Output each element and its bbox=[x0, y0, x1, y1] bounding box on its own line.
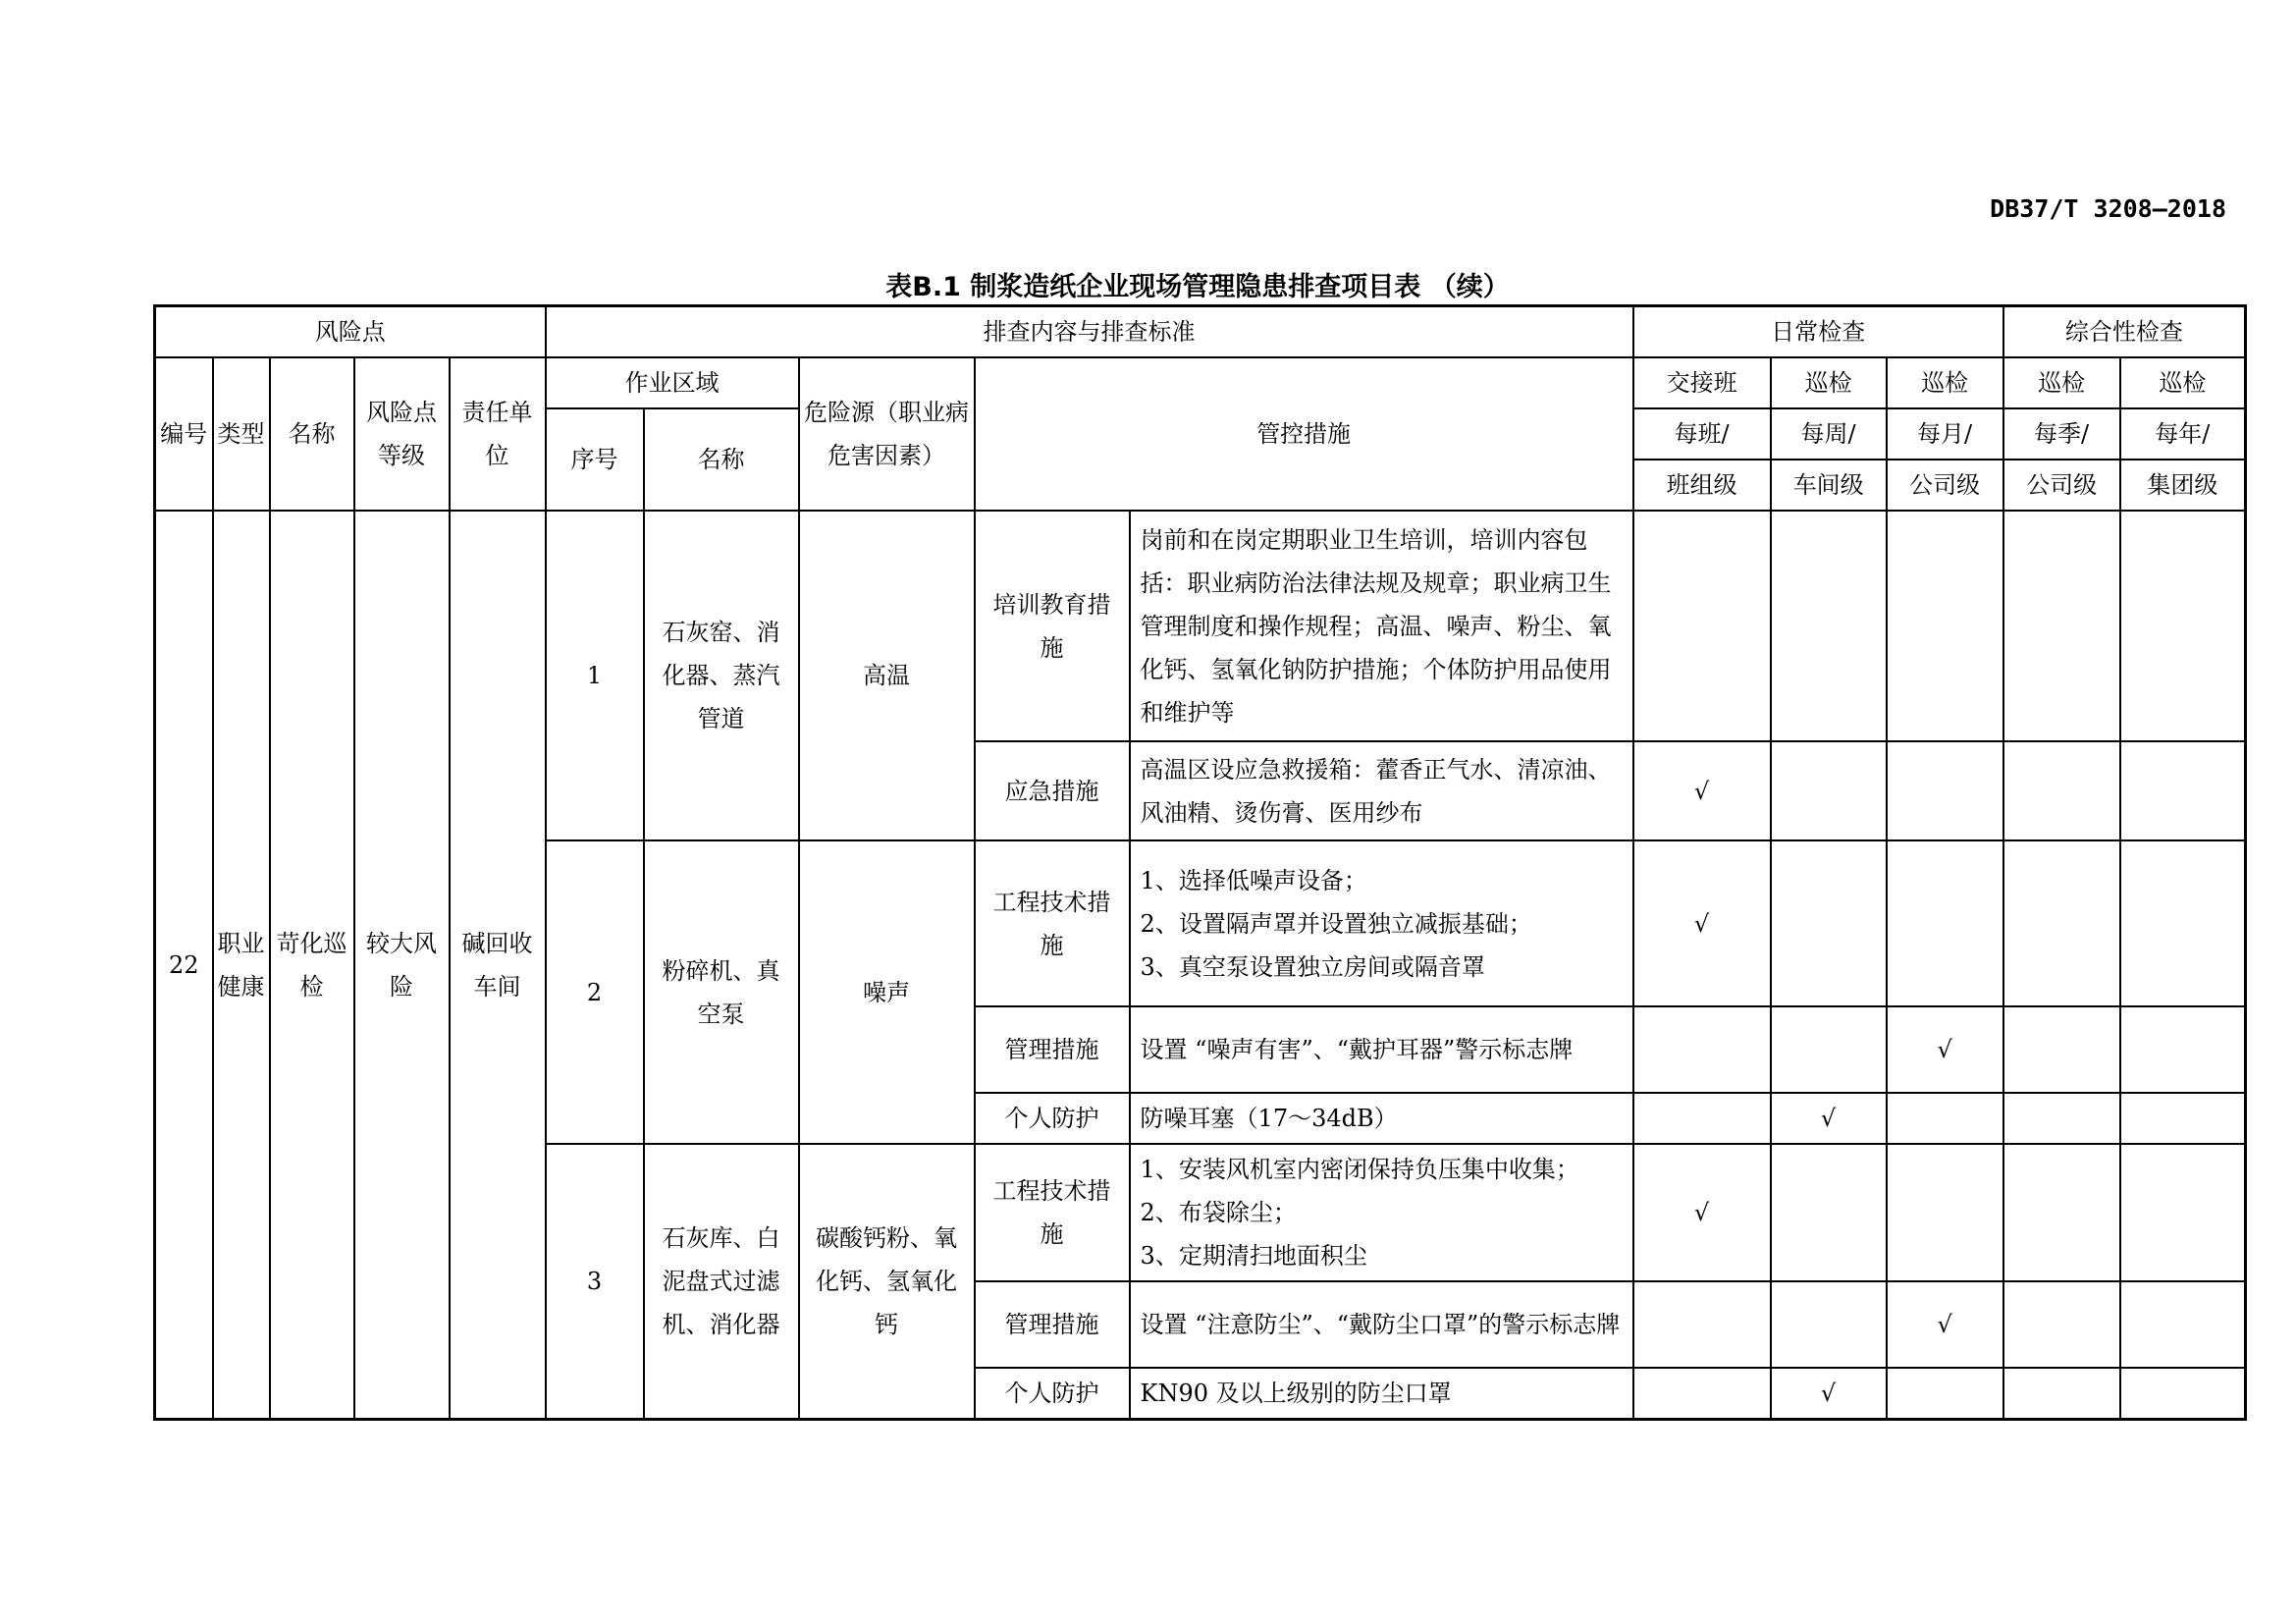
check-mark-cell bbox=[1771, 1006, 1887, 1093]
measure-content-cell bbox=[1130, 1144, 1633, 1281]
check-freq-5: 每年/ bbox=[2120, 408, 2246, 460]
responsible-unit-cell: 碱回收车间 bbox=[450, 511, 546, 1420]
check-mark-cell bbox=[1633, 1093, 1771, 1144]
hazard-cell: 碳酸钙粉、氧化钙、氢氧化钙 bbox=[799, 1144, 975, 1420]
area-name-header: 名称 bbox=[644, 408, 799, 511]
check-mark-cell bbox=[2120, 511, 2246, 741]
inspection-content-header: 排查内容与排查标准 bbox=[546, 306, 1633, 358]
measure-content-cell bbox=[1130, 840, 1633, 1006]
check-mark-cell bbox=[1633, 1368, 1771, 1420]
check-mark-cell bbox=[1887, 511, 2003, 741]
measure-content-cell: 高温区设应急救援箱：藿香正气水、清凉油、风油精、烫伤膏、医用纱布 bbox=[1130, 741, 1633, 840]
comprehensive-check-header: 综合性检查 bbox=[2003, 306, 2246, 358]
check-mark-cell bbox=[2120, 840, 2246, 1006]
measure-content-cell: 防噪耳塞（17～34dB） bbox=[1130, 1093, 1633, 1144]
measure-content-line: 3、真空泵设置独立房间或隔音罩 bbox=[1140, 952, 1485, 981]
table-title: 表B.1 制浆造纸企业现场管理隐患排查项目表 （续） bbox=[885, 272, 1510, 302]
hazard-cell: 噪声 bbox=[799, 840, 975, 1144]
check-kind-5: 巡检 bbox=[2120, 357, 2246, 408]
measure-category-cell: 工程技术措施 bbox=[975, 1144, 1130, 1281]
check-mark-cell bbox=[1887, 1144, 2003, 1281]
area-seq-cell: 3 bbox=[546, 1144, 644, 1420]
check-mark-cell bbox=[2003, 1368, 2120, 1420]
hazard-header: 危险源（职业病危害因素） bbox=[799, 357, 975, 511]
table-row bbox=[155, 511, 2246, 741]
check-kind-1: 交接班 bbox=[1633, 357, 1771, 408]
measure-content-line: 2、布袋除尘； bbox=[1140, 1199, 1297, 1226]
check-mark-cell bbox=[1771, 1144, 1887, 1281]
check-mark-cell bbox=[2120, 1281, 2246, 1368]
check-mark-cell: √ bbox=[1633, 840, 1771, 1006]
measure-content-cell: 岗前和在岗定期职业卫生培训，培训内容包括：职业病防治法律法规及规章；职业病卫生管理制度和操作规程；高温、噪声、粉尘、氧化钙、氢氧化钠防护措施；个体防护用品使用和维护等 bbox=[1130, 511, 1633, 741]
check-kind-4: 巡检 bbox=[2003, 357, 2120, 408]
check-level-3: 公司级 bbox=[1887, 460, 2003, 511]
check-mark-cell: √ bbox=[1633, 1144, 1771, 1281]
check-freq-2: 每周/ bbox=[1771, 408, 1887, 460]
check-mark-cell: √ bbox=[1887, 1006, 2003, 1093]
measure-content-line: 1、安装风机室内密闭保持负压集中收集； bbox=[1140, 1156, 1579, 1183]
risk-id-cell: 22 bbox=[155, 511, 213, 1420]
check-mark-cell: √ bbox=[1887, 1281, 2003, 1368]
area-name-cell: 粉碎机、真空泵 bbox=[644, 840, 799, 1144]
risk-type-cell: 职业健康 bbox=[213, 511, 270, 1420]
check-mark-cell bbox=[1633, 1281, 1771, 1368]
measure-category-cell: 培训教育措施 bbox=[975, 511, 1130, 741]
check-level-4: 公司级 bbox=[2003, 460, 2120, 511]
measure-content-cell: 设置 “注意防尘”、“戴防尘口罩”的警示标志牌 bbox=[1130, 1281, 1633, 1368]
check-mark-cell bbox=[1887, 1368, 2003, 1420]
measure-category-cell: 个人防护 bbox=[975, 1368, 1130, 1420]
check-mark-cell bbox=[1633, 511, 1771, 741]
check-mark-cell bbox=[2003, 741, 2120, 840]
check-mark-cell bbox=[2003, 1006, 2120, 1093]
check-mark-cell: √ bbox=[1633, 741, 1771, 840]
check-kind-3: 巡检 bbox=[1887, 357, 2003, 408]
check-mark-cell bbox=[1771, 741, 1887, 840]
check-freq-1: 每班/ bbox=[1633, 408, 1771, 460]
check-mark-cell bbox=[2003, 1093, 2120, 1144]
measure-content-line: 1、选择低噪声设备； bbox=[1140, 866, 1367, 894]
responsible-unit-header: 责任单位 bbox=[450, 357, 546, 511]
check-mark-cell bbox=[2003, 1144, 2120, 1281]
risk-name-cell: 苛化巡检 bbox=[270, 511, 354, 1420]
header-row-1 bbox=[155, 306, 2246, 358]
check-mark-cell bbox=[2120, 1006, 2246, 1093]
check-mark-cell bbox=[1887, 741, 2003, 840]
check-mark-cell bbox=[1633, 1006, 1771, 1093]
area-name-cell: 石灰库、白泥盘式过滤机、消化器 bbox=[644, 1144, 799, 1420]
measure-category-cell: 工程技术措施 bbox=[975, 840, 1130, 1006]
measure-content-line: 3、定期清扫地面积尘 bbox=[1140, 1242, 1367, 1270]
header-row-2 bbox=[155, 357, 2246, 408]
check-kind-2: 巡检 bbox=[1771, 357, 1887, 408]
check-mark-cell bbox=[1771, 511, 1887, 741]
check-level-5: 集团级 bbox=[2120, 460, 2246, 511]
check-mark-cell bbox=[2003, 511, 2120, 741]
risk-level-cell: 较大风险 bbox=[354, 511, 450, 1420]
check-mark-cell bbox=[1887, 840, 2003, 1006]
check-mark-cell bbox=[1771, 1281, 1887, 1368]
measure-content-cell: KN90 及以上级别的防尘口罩 bbox=[1130, 1368, 1633, 1420]
daily-check-header: 日常检查 bbox=[1633, 306, 2003, 358]
id-header: 编号 bbox=[155, 357, 213, 511]
type-header: 类型 bbox=[213, 357, 270, 511]
check-freq-3: 每月/ bbox=[1887, 408, 2003, 460]
risk-point-header: 风险点 bbox=[155, 306, 546, 358]
inspection-table bbox=[153, 304, 2247, 1421]
check-mark-cell: √ bbox=[1771, 1093, 1887, 1144]
standard-id: DB37/T 3208—2018 bbox=[1990, 194, 2226, 223]
check-mark-cell bbox=[2003, 1281, 2120, 1368]
work-area-header: 作业区域 bbox=[546, 357, 799, 408]
check-mark-cell bbox=[1771, 840, 1887, 1006]
measure-category-cell: 管理措施 bbox=[975, 1006, 1130, 1093]
check-mark-cell bbox=[2003, 840, 2120, 1006]
check-mark-cell bbox=[2120, 1144, 2246, 1281]
measure-content-cell: 设置 “噪声有害”、“戴护耳器”警示标志牌 bbox=[1130, 1006, 1633, 1093]
check-level-1: 班组级 bbox=[1633, 460, 1771, 511]
check-mark-cell bbox=[1887, 1093, 2003, 1144]
measure-category-cell: 应急措施 bbox=[975, 741, 1130, 840]
check-mark-cell: √ bbox=[1771, 1368, 1887, 1420]
hazard-cell: 高温 bbox=[799, 511, 975, 840]
measure-category-cell: 管理措施 bbox=[975, 1281, 1130, 1368]
check-mark-cell bbox=[2120, 741, 2246, 840]
area-seq-cell: 1 bbox=[546, 511, 644, 840]
control-measures-header: 管控措施 bbox=[975, 357, 1633, 511]
area-name-cell: 石灰窑、消化器、蒸汽管道 bbox=[644, 511, 799, 840]
check-level-2: 车间级 bbox=[1771, 460, 1887, 511]
measure-category-cell: 个人防护 bbox=[975, 1093, 1130, 1144]
check-mark-cell bbox=[2120, 1368, 2246, 1420]
measure-content-line: 2、设置隔声罩并设置独立减振基础； bbox=[1140, 909, 1532, 938]
check-mark-cell bbox=[2120, 1093, 2246, 1144]
name-header: 名称 bbox=[270, 357, 354, 511]
seq-header: 序号 bbox=[546, 408, 644, 511]
area-seq-cell: 2 bbox=[546, 840, 644, 1144]
risk-level-header: 风险点等级 bbox=[354, 357, 450, 511]
check-freq-4: 每季/ bbox=[2003, 408, 2120, 460]
